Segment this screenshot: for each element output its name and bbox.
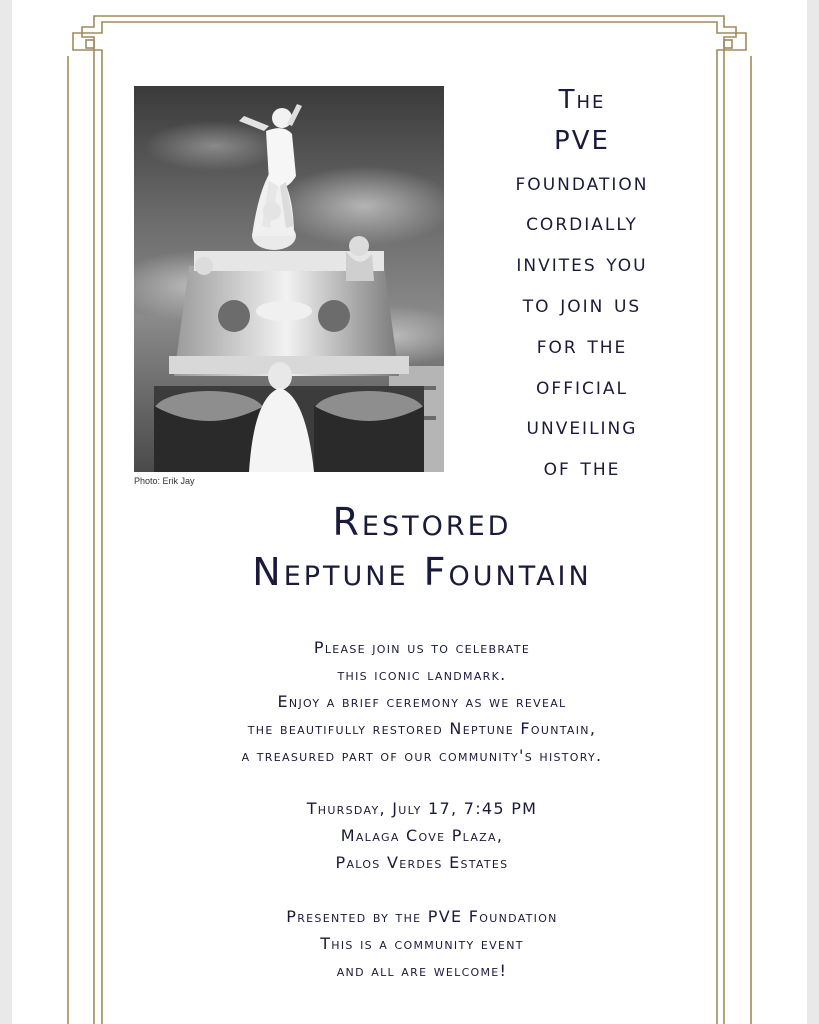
event-date-time: Thursday, July 17, 7:45 PM <box>306 799 538 818</box>
event-description <box>72 634 772 769</box>
intro-line: official <box>536 371 628 400</box>
invitation-intro <box>457 80 707 488</box>
event-details <box>72 795 772 876</box>
event-city: Palos Verdes Estates <box>335 853 509 872</box>
description-line: a treasured part of our community's history. <box>241 746 603 765</box>
closing-line: and all are welcome! <box>336 961 508 980</box>
description-line: Please join us to celebrate <box>313 638 531 657</box>
photo-credit: Photo: Erik Jay <box>134 476 195 486</box>
fountain-statue-image <box>134 86 444 472</box>
description-line: the beautifully restored Neptune Fountain, <box>247 719 597 738</box>
closing-line: Presented by the PVE Foundation <box>286 907 558 926</box>
intro-line: PVE <box>554 125 610 156</box>
intro-line: cordially <box>526 208 638 237</box>
event-location: Malaga Cove Plaza, <box>340 826 504 845</box>
intro-line: unveiling <box>526 412 638 441</box>
intro-line: to join us <box>522 289 642 318</box>
invitation-page <box>12 0 807 1024</box>
intro-line: for the <box>536 330 628 359</box>
description-line: this iconic landmark. <box>337 665 507 684</box>
closing-note <box>72 903 772 984</box>
title-line: Restored <box>332 500 512 544</box>
intro-line: of the <box>543 453 621 482</box>
closing-line: This is a community event <box>320 934 524 953</box>
fountain-photo <box>134 86 444 472</box>
description-line: Enjoy a brief ceremony as we reveal <box>277 692 567 711</box>
intro-line: foundation <box>515 167 649 196</box>
intro-line: invites you <box>516 249 648 278</box>
title-line: Neptune Fountain <box>252 550 592 594</box>
intro-line: The <box>558 85 606 115</box>
event-title <box>72 497 772 597</box>
